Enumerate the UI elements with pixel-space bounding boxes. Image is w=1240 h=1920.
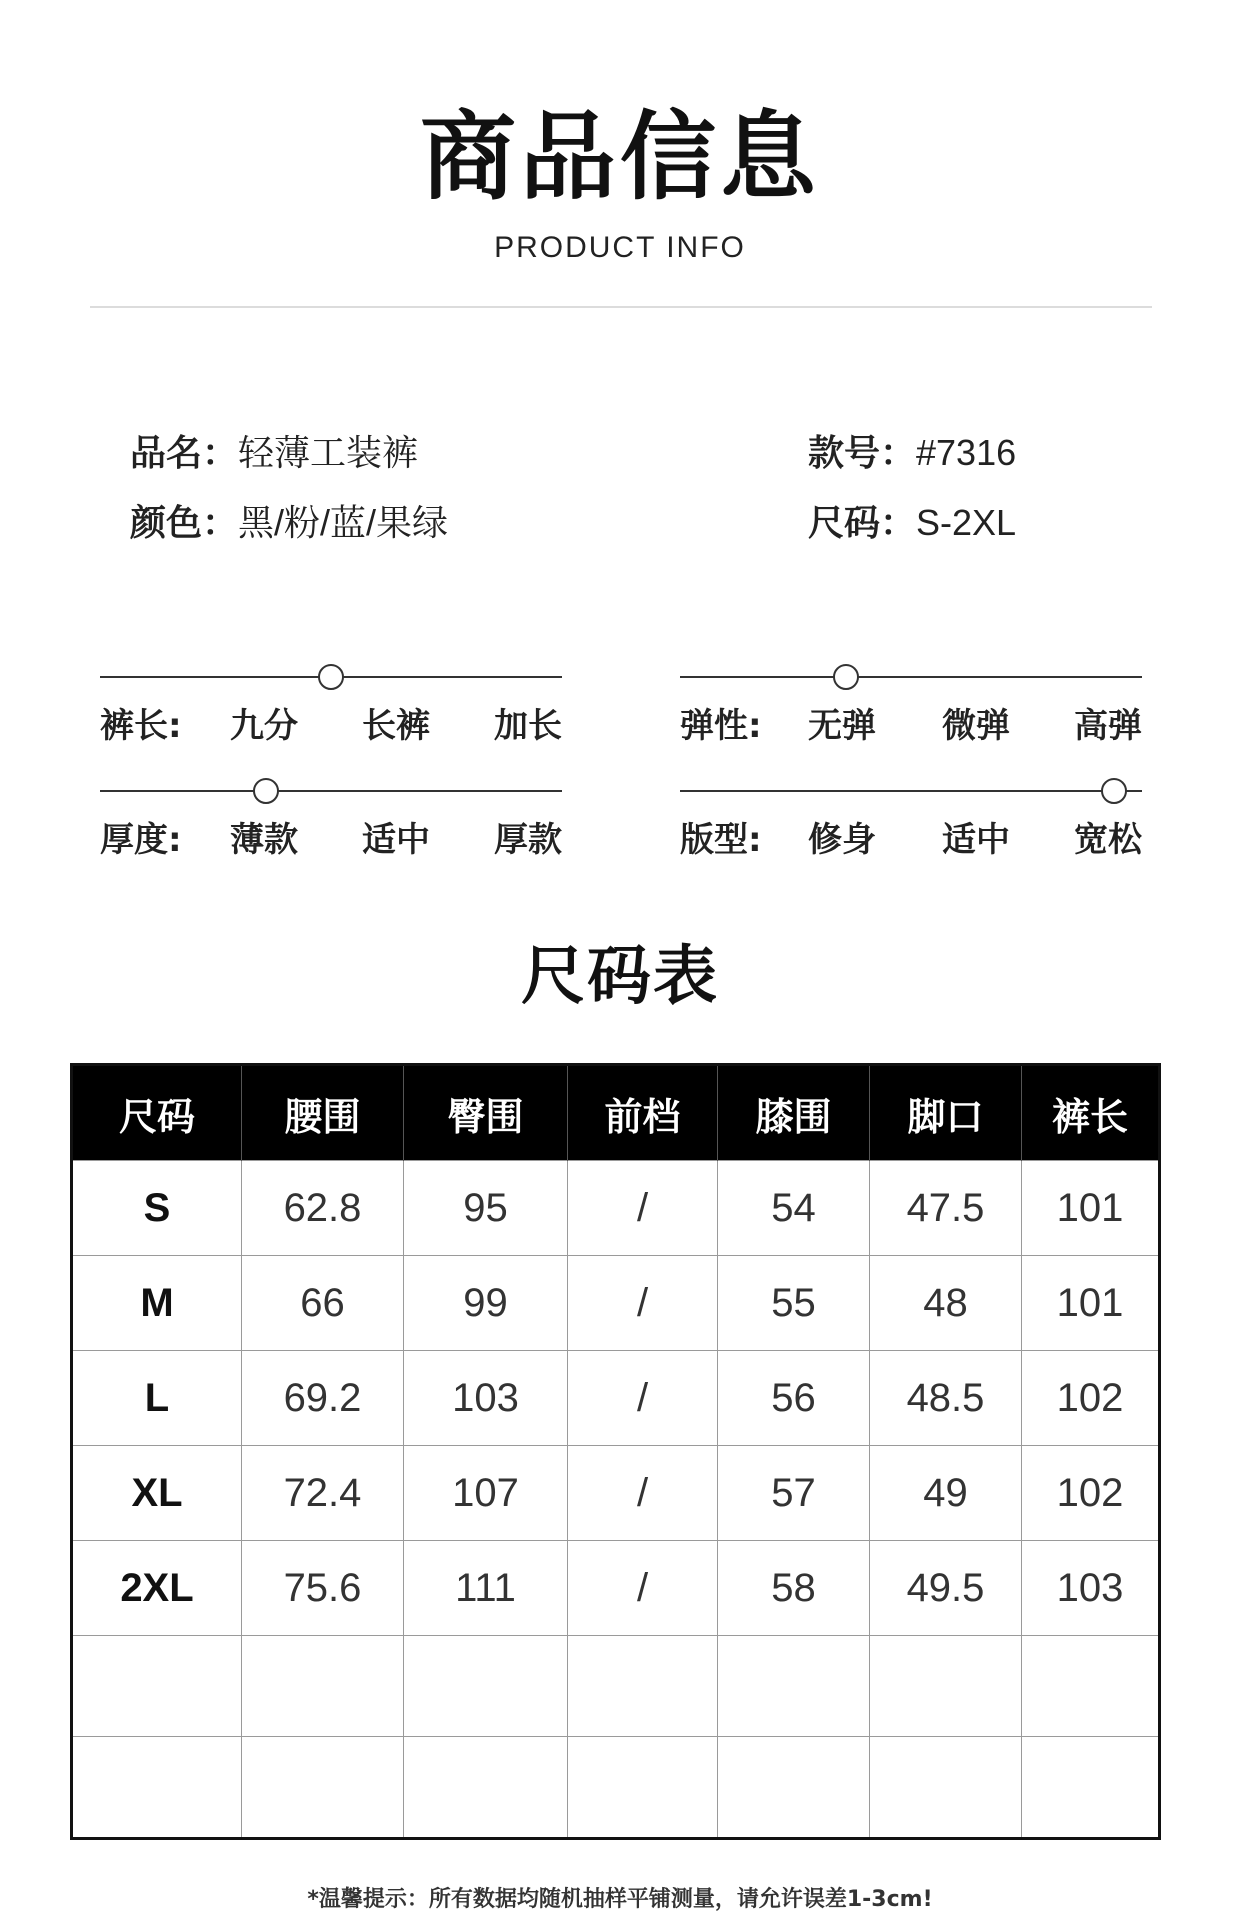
table-cell: 48 [870,1256,1022,1351]
table-cell: / [568,1446,718,1541]
table-cell: 101 [1022,1256,1160,1351]
scale-option: 厚款 [494,820,562,860]
scale-option: 适中 [942,820,1010,860]
table-cell: 107 [404,1446,568,1541]
product-name-label: 品名： [130,433,239,474]
scale-option: 高弹 [1074,706,1142,746]
scale-option: 薄款 [230,820,298,860]
product-name-value: 轻薄工装裤 [238,432,419,473]
table-cell: 69.2 [242,1351,404,1446]
table-cell: 47.5 [870,1161,1022,1256]
table-cell: 54 [718,1161,870,1256]
table-cell: 102 [1022,1351,1160,1446]
column-header: 前档 [568,1065,718,1161]
table-cell: 2XL [72,1541,242,1636]
table-cell: 72.4 [242,1446,404,1541]
scale-option: 修身 [808,820,876,860]
footnote: *温馨提示：所有数据均随机抽样平铺测量，请允许误差1-3cm! [307,1887,933,1912]
table-cell: 58 [718,1541,870,1636]
page-header [0,101,1240,265]
scale-option: 长裤 [362,706,430,746]
scale-option: 宽松 [1074,820,1142,860]
scale-option: 微弹 [942,706,1010,746]
style-number [808,425,1016,476]
scale-label: 弹性: [680,706,762,746]
scale-indicator [318,664,344,690]
table-cell: 56 [718,1351,870,1446]
table-cell: 102 [1022,1446,1160,1541]
scale-label: 版型: [680,820,762,860]
scale-track [680,676,1142,678]
scale-option: 适中 [362,820,430,860]
column-header: 膝围 [718,1065,870,1161]
product-colors [130,495,448,546]
scale-option: 加长 [494,706,562,746]
column-header: 尺码 [72,1065,242,1161]
page-title: 商品信息 [420,101,820,213]
product-name [130,425,418,476]
color-label: 颜色： [130,503,239,544]
table-cell: 62.8 [242,1161,404,1256]
scale-label: 裤长: [100,706,182,746]
table-cell: 103 [1022,1541,1160,1636]
column-header: 腰围 [242,1065,404,1161]
table-cell: / [568,1351,718,1446]
table-cell: 48.5 [870,1351,1022,1446]
column-header: 臀围 [404,1065,568,1161]
column-header: 裤长 [1022,1065,1160,1161]
scale-indicator [1101,778,1127,804]
table-cell: M [72,1256,242,1351]
table-cell: 111 [404,1541,568,1636]
table-header-row [72,1065,1160,1161]
table-row [72,1446,1160,1541]
table-cell: 101 [1022,1161,1160,1256]
size-value: S-2XL [916,502,1017,543]
table-cell: S [72,1161,242,1256]
style-number-value: #7316 [916,432,1017,473]
table-cell: XL [72,1446,242,1541]
table-cell: 55 [718,1256,870,1351]
color-value: 黑/粉/蓝/果绿 [238,502,449,543]
size-chart-table [70,1063,1161,1840]
size-chart-title: 尺码表 [521,940,719,1014]
table-row [72,1256,1160,1351]
scale-label: 厚度: [100,820,182,860]
column-header: 脚口 [870,1065,1022,1161]
table-row [72,1161,1160,1256]
scale-indicator [833,664,859,690]
table-row [72,1541,1160,1636]
table-cell: 49.5 [870,1541,1022,1636]
page-subtitle: PRODUCT INFO [494,230,746,264]
scale-indicator [253,778,279,804]
scale-track [100,790,562,792]
table-cell: 49 [870,1446,1022,1541]
table-cell: 75.6 [242,1541,404,1636]
table-cell: 103 [404,1351,568,1446]
table-cell: 95 [404,1161,568,1256]
table-row-empty [72,1636,1160,1737]
style-number-label: 款号： [808,433,917,474]
table-cell: 99 [404,1256,568,1351]
product-sizes [808,495,1016,546]
table-cell: L [72,1351,242,1446]
table-cell: / [568,1161,718,1256]
table-cell: 57 [718,1446,870,1541]
header-divider [90,306,1152,308]
table-cell: 66 [242,1256,404,1351]
scale-option: 九分 [230,706,298,746]
table-cell: / [568,1541,718,1636]
scale-option: 无弹 [808,706,876,746]
scale-track [680,790,1142,792]
size-label: 尺码： [808,503,917,544]
table-row-empty [72,1737,1160,1839]
table-cell: / [568,1256,718,1351]
table-row [72,1351,1160,1446]
